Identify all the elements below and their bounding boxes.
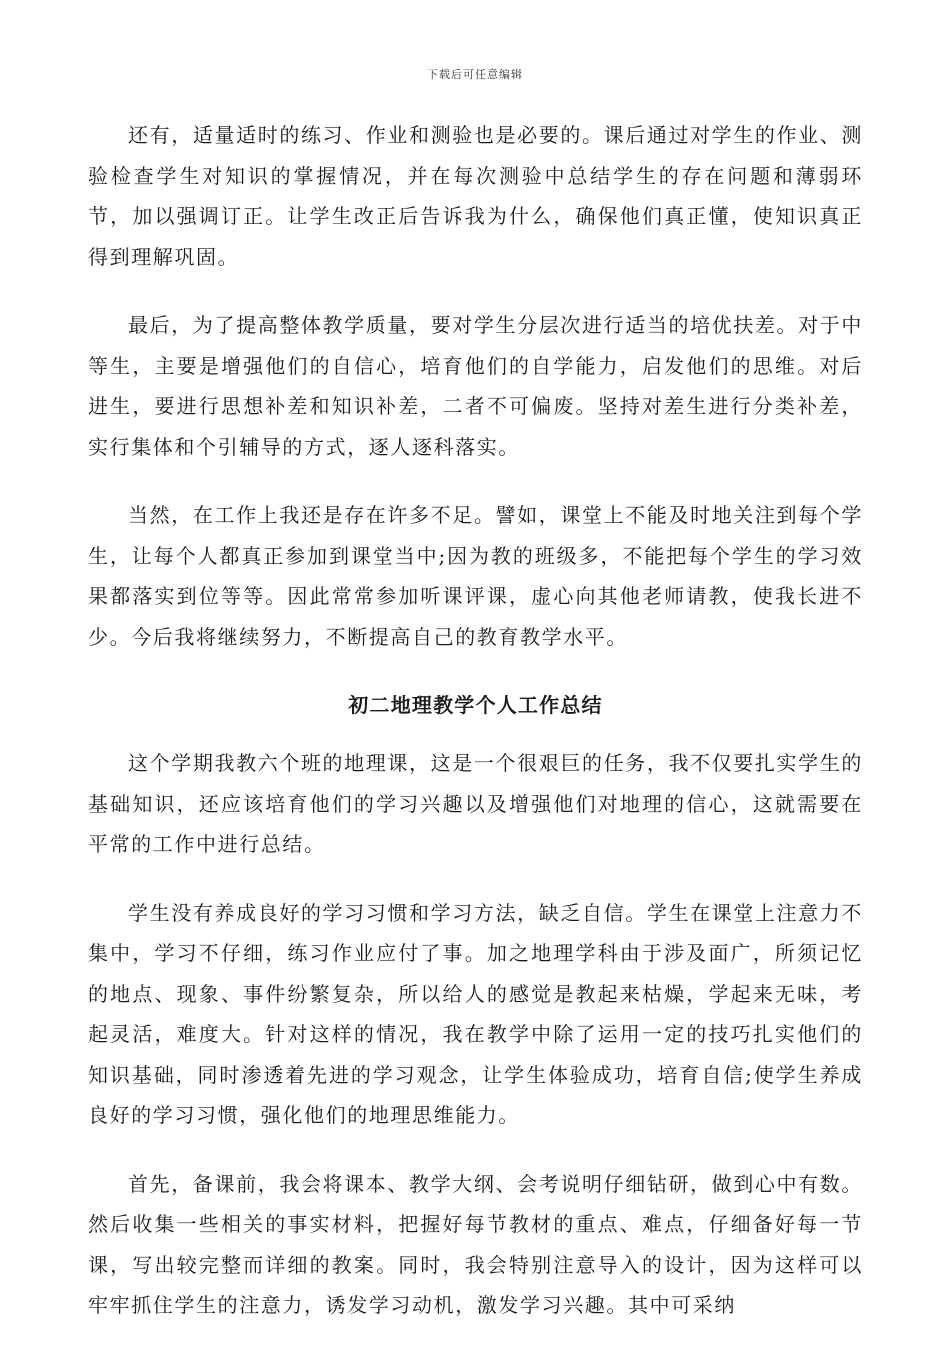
section-title: 初二地理教学个人工作总结 [348, 693, 603, 717]
document-body [88, 115, 863, 1354]
paragraph-shortcomings: 当然，在工作上我还是存在许多不足。譬如，课堂上不能及时地关注到每个学生，让每个人都真正参加到课堂当中;因为教的班级多，不能把每个学生的学习效果都落实到位等等。因此常常参加听课评课，虚心向其他老师请教，使我长进不少。今后我将继续努力，不断提高自己的教育教学水平。 [88, 503, 863, 649]
paragraph-student-habits: 学生没有养成良好的学习习惯和学习方法，缺乏自信。学生在课堂上注意力不集中，学习不仔细，练习作业应付了事。加之地理学科由于涉及面广，所须记忆的地点、现象、事件纷繁复杂，所以给人的感觉是教起来枯燥，学起来无味，考起灵活，难度大。针对这样的情况，我在教学中除了运用一定的技巧扎实他们的知识基础，同时渗透着先进的学习观念，让学生体验成功，培育自信;使学生养成良好的学习习惯，强化他们的地理思维能力。 [88, 900, 863, 1127]
paragraph-lesson-prep: 首先，备课前，我会将课本、教学大纲、会考说明仔细钻研，做到心中有数。然后收集一些相关的事实材料，把握好每节教材的重点、难点，仔细备好每一节课，写出较完整而详细的教案。同时，我会特别注意导入的设计，因为这样可以牢牢抓住学生的注意力，诱发学习动机，激发学习兴趣。其中可采纳 [88, 1171, 863, 1317]
page-header-note: 下载后可任意编辑 [427, 68, 523, 81]
paragraph-tiered-teaching: 最后，为了提高整体教学质量，要对学生分层次进行适当的培优扶差。对于中等生，主要是增强他们的自信心，培育他们的自学能力，启发他们的思维。对后进生，要进行思想补差和知识补差，二者不可偏废。坚持对差生进行分类补差，实行集体和个引辅导的方式，逐人逐科落实。 [88, 313, 863, 459]
paragraph-exercises: 还有，适量适时的练习、作业和测验也是必要的。课后通过对学生的作业、测验检查学生对知识的掌握情况，并在每次测验中总结学生的存在问题和薄弱环节，加以强调订正。让学生改正后告诉我为什么，确保他们真正懂，使知识真正得到理解巩固。 [88, 123, 863, 269]
paragraph-intro: 这个学期我教六个班的地理课，这是一个很艰巨的任务，我不仅要扎实学生的基础知识，还应该培育他们的学习兴趣以及增强他们对地理的信心，这就需要在平常的工作中进行总结。 [88, 751, 863, 856]
